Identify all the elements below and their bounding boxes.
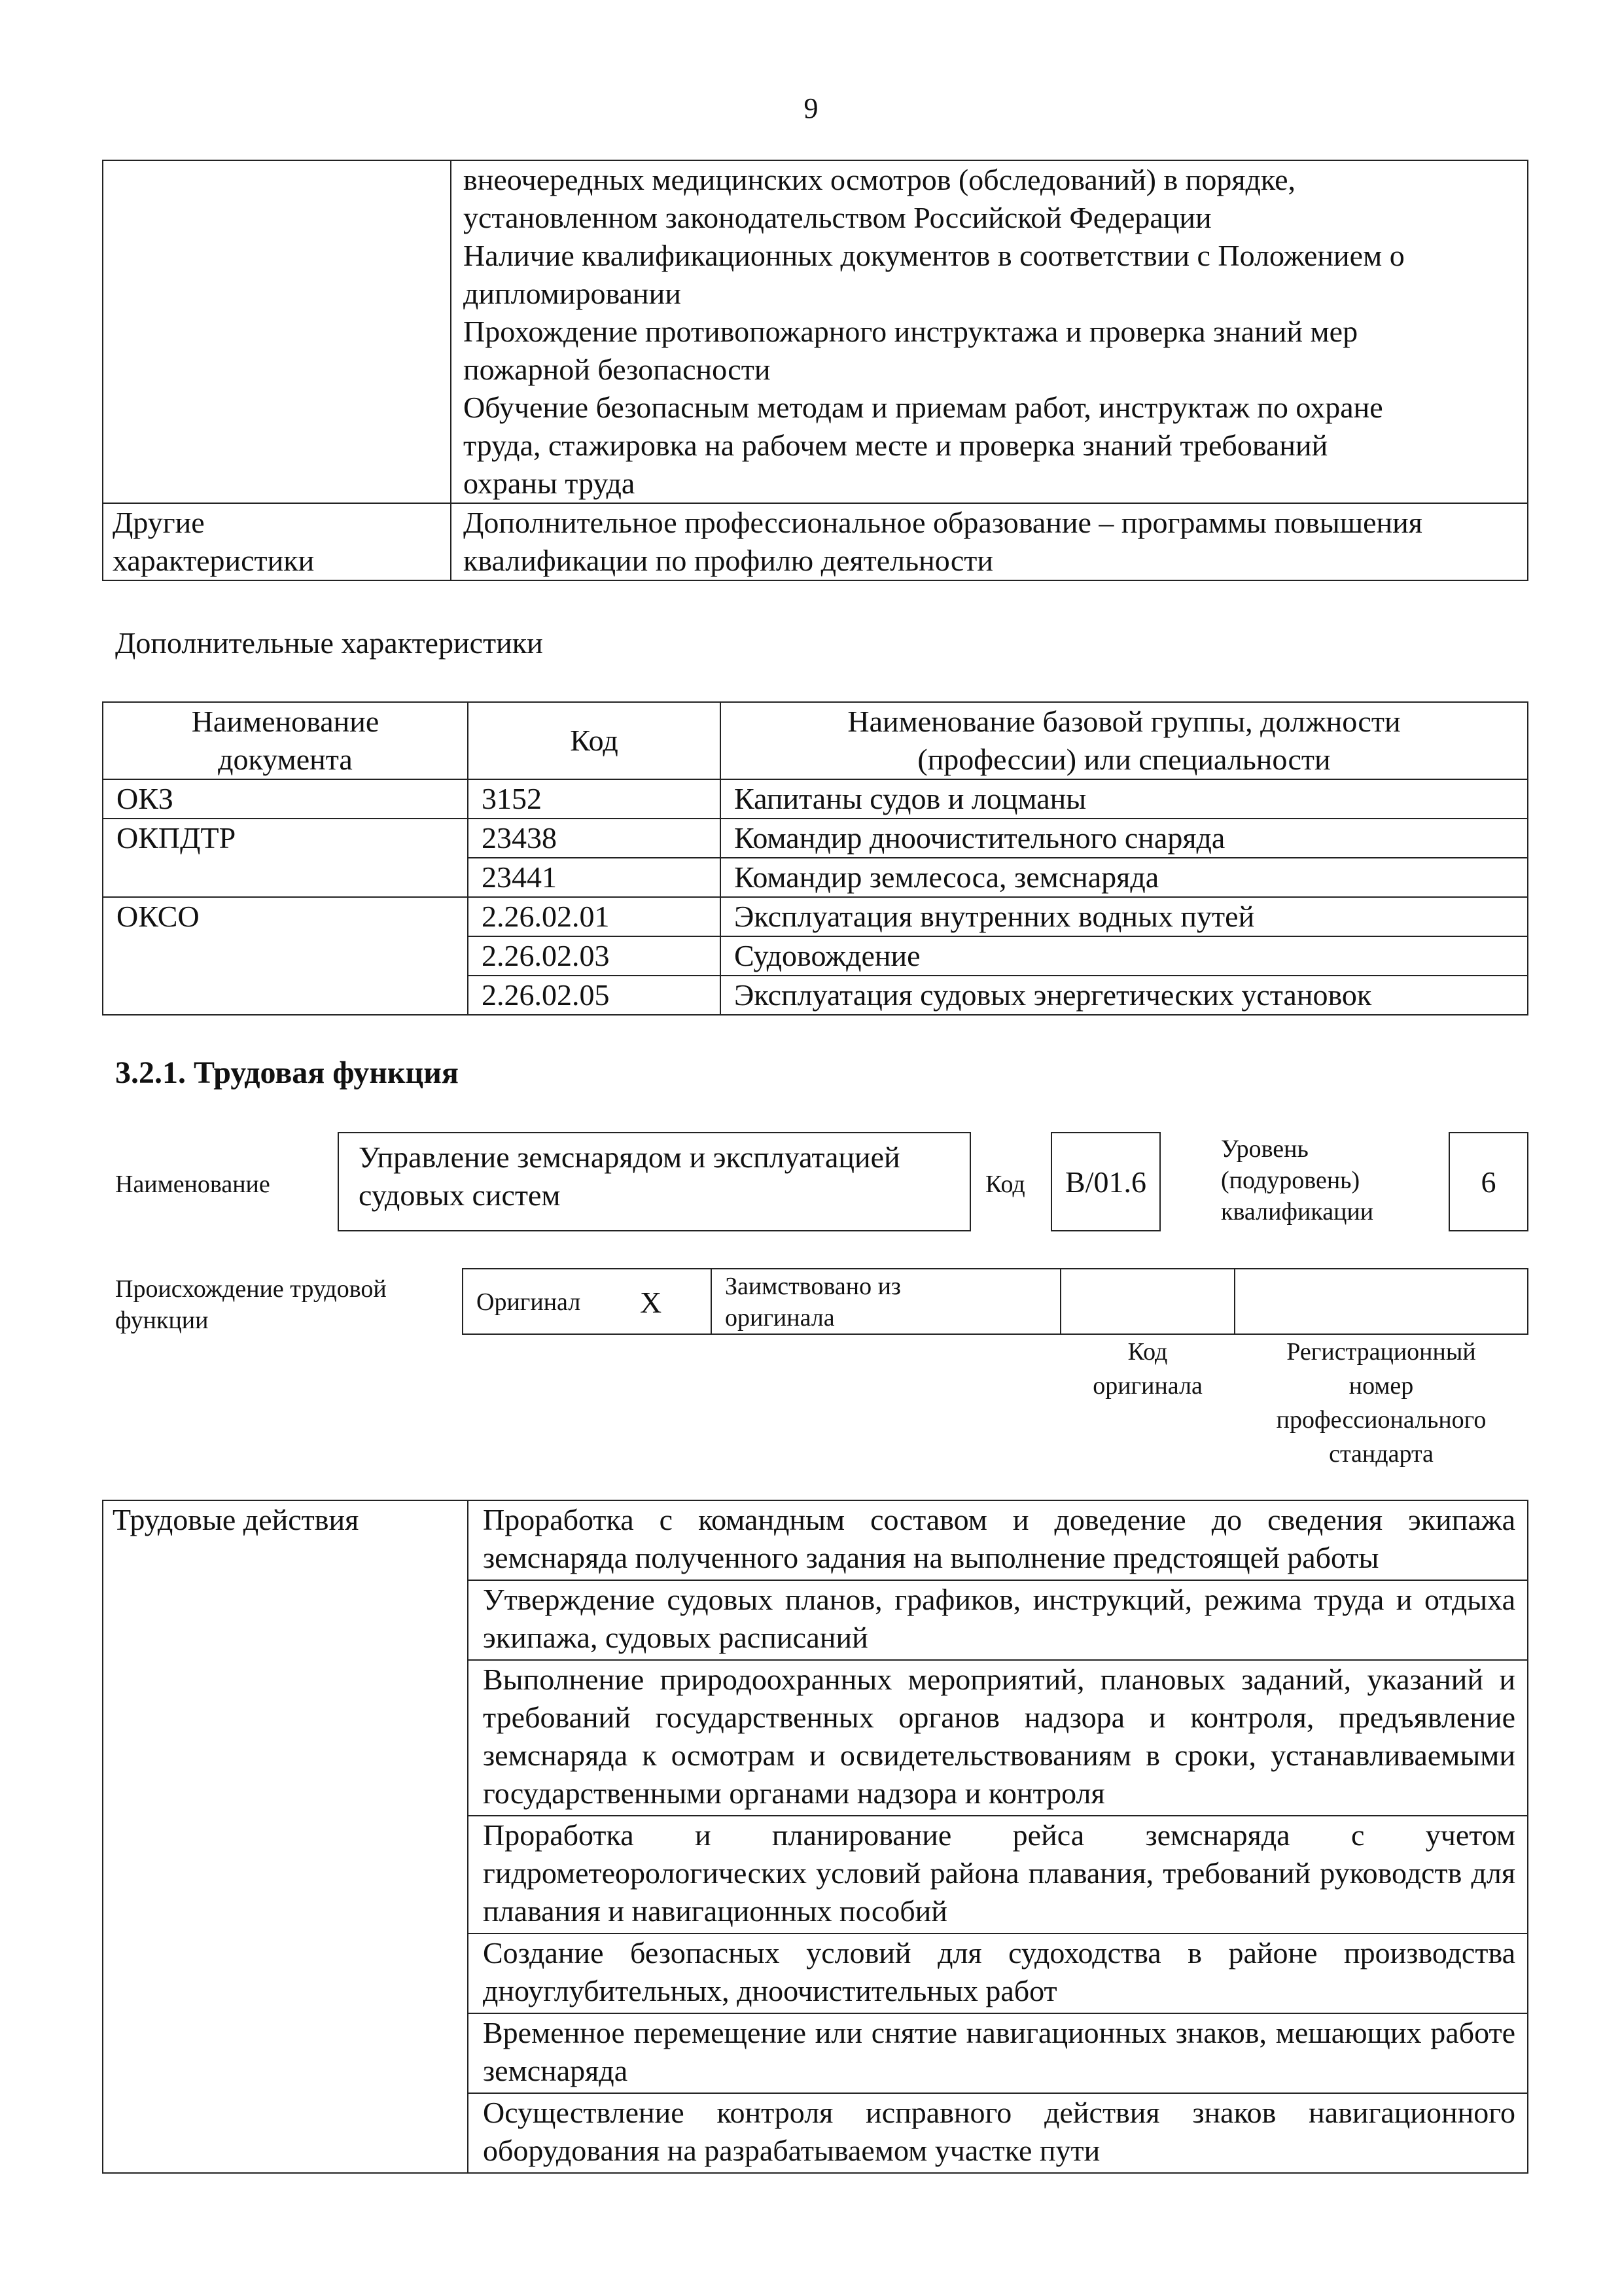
requirements-table bbox=[102, 160, 1528, 581]
text-line: Происхождение трудовой bbox=[115, 1275, 387, 1303]
action-item: Проработка и планирование рейса земснаряда с учетом гидрометеорологических условий района плавания, требований руководств для плавания и навигационных пособий bbox=[468, 1816, 1528, 1934]
doc-cell: ОКСО bbox=[103, 897, 468, 1015]
text-line: охраны труда bbox=[463, 467, 635, 500]
original-mark: X bbox=[640, 1286, 662, 1319]
code-cell: 2.26.02.05 bbox=[468, 976, 720, 1015]
text-line: Прохождение противопожарного инструктажа и проверка знаний мер bbox=[463, 315, 1358, 348]
text-line: номер bbox=[1349, 1372, 1414, 1400]
labor-actions-table bbox=[102, 1500, 1528, 2174]
text-line: Управление земснарядом и эксплуатацией bbox=[359, 1140, 900, 1174]
page-number: 9 bbox=[803, 92, 819, 124]
level-value-box: 6 bbox=[1449, 1132, 1528, 1231]
table-cell bbox=[103, 160, 451, 503]
borrowed-box bbox=[711, 1268, 1061, 1335]
text-line: Уровень bbox=[1221, 1135, 1309, 1163]
function-heading: 3.2.1. Трудовая функция bbox=[115, 1055, 459, 1090]
text-line: Другие bbox=[113, 506, 205, 539]
name-cell: Командир землесоса, земснаряда bbox=[720, 858, 1528, 897]
text-line: внеочередных медицинских осмотров (обследований) в порядке, bbox=[463, 163, 1296, 196]
code-cell: 23438 bbox=[468, 819, 720, 858]
additional-characteristics-table bbox=[102, 701, 1528, 1016]
text-line: (подуровень) bbox=[1221, 1167, 1360, 1194]
text-line: Наименование bbox=[191, 705, 379, 738]
action-item: Проработка с командным составом и доведение до сведения экипажа земснаряда полученного задания на выполнение предстоящей работы bbox=[468, 1500, 1528, 1580]
code-label: Код bbox=[985, 1171, 1025, 1198]
text-line: установленном законодательством Российской Федерации bbox=[463, 201, 1212, 234]
action-item: Осуществление контроля исправного действия знаков навигационного оборудования на разрабатываемом участке пути bbox=[468, 2093, 1528, 2173]
header-name bbox=[720, 702, 1528, 779]
original-code-box bbox=[1060, 1268, 1235, 1335]
code-value-box: B/01.6 bbox=[1051, 1132, 1161, 1231]
name-cell: Капитаны судов и лоцманы bbox=[720, 779, 1528, 819]
text-line: оригинала bbox=[1093, 1372, 1203, 1400]
table-row bbox=[103, 160, 1528, 503]
other-characteristics-value bbox=[451, 503, 1528, 580]
table-row bbox=[103, 819, 1528, 858]
text-line: стандарта bbox=[1329, 1440, 1434, 1468]
name-cell: Эксплуатация внутренних водных путей bbox=[720, 897, 1528, 936]
text-line: Дополнительное профессиональное образование – программы повышения bbox=[463, 506, 1422, 539]
original-label: Оригинал bbox=[476, 1288, 581, 1316]
level-label bbox=[1221, 1133, 1373, 1227]
text-line: судовых систем bbox=[359, 1178, 561, 1212]
function-name-box bbox=[338, 1132, 971, 1231]
text-line: квалификации по профилю деятельности bbox=[463, 544, 994, 577]
other-characteristics-label bbox=[103, 503, 451, 580]
table-row bbox=[103, 1500, 1528, 1580]
code-cell: 2.26.02.03 bbox=[468, 936, 720, 976]
text-line: Обучение безопасным методам и приемам работ, инструктаж по охране bbox=[463, 391, 1383, 424]
text-line: пожарной безопасности bbox=[463, 353, 771, 386]
doc-cell: ОКПДТР bbox=[103, 819, 468, 897]
header-document bbox=[103, 702, 468, 779]
table-row bbox=[103, 503, 1528, 580]
origin-label bbox=[115, 1273, 387, 1336]
registration-number-box bbox=[1234, 1268, 1528, 1335]
text-line: Регистрационный bbox=[1286, 1338, 1476, 1366]
action-item: Утверждение судовых планов, графиков, инструкций, режима труда и отдыха экипажа, судовых расписаний bbox=[468, 1580, 1528, 1660]
action-item: Создание безопасных условий для судоходства в районе производства дноуглубительных, дноочистительных работ bbox=[468, 1934, 1528, 2013]
text-line: документа bbox=[218, 743, 353, 776]
original-box bbox=[462, 1268, 712, 1335]
code-cell: 2.26.02.01 bbox=[468, 897, 720, 936]
table-row bbox=[103, 779, 1528, 819]
original-code-caption bbox=[1060, 1335, 1235, 1403]
doc-cell: ОКЗ bbox=[103, 779, 468, 819]
text-line: характеристики bbox=[113, 544, 315, 577]
table-cell bbox=[451, 160, 1528, 503]
text-line: функции bbox=[115, 1307, 209, 1334]
text-line: оригинала bbox=[725, 1304, 835, 1332]
name-cell: Командир дноочистительного снаряда bbox=[720, 819, 1528, 858]
table-header-row bbox=[103, 702, 1528, 779]
action-item: Выполнение природоохранных мероприятий, плановых заданий, указаний и требований государственных органов надзора и контроля, предъявление земснаряда к осмотрам и освидетельствованиям в сроки, устанавливаемыми государственными органами надзора и контроля bbox=[468, 1660, 1528, 1816]
registration-number-caption bbox=[1234, 1335, 1528, 1471]
text-line: Код bbox=[1127, 1338, 1168, 1366]
text-line: дипломировании bbox=[463, 277, 681, 310]
name-cell: Эксплуатация судовых энергетических установок bbox=[720, 976, 1528, 1015]
additional-characteristics-title: Дополнительные характеристики bbox=[115, 626, 543, 660]
name-cell: Судовождение bbox=[720, 936, 1528, 976]
code-cell: 23441 bbox=[468, 858, 720, 897]
text-line: Заимствовано из bbox=[725, 1273, 901, 1300]
labor-actions-label: Трудовые действия bbox=[103, 1500, 468, 2173]
text-line: труда, стажировка на рабочем месте и проверка знаний требований bbox=[463, 429, 1328, 462]
text-line: Наименование базовой группы, должности bbox=[847, 705, 1401, 738]
header-code: Код bbox=[468, 702, 720, 779]
text-line: Наличие квалификационных документов в соответствии с Положением о bbox=[463, 239, 1405, 272]
action-item: Временное перемещение или снятие навигационных знаков, мешающих работе земснаряда bbox=[468, 2013, 1528, 2093]
code-cell: 3152 bbox=[468, 779, 720, 819]
text-line: профессионального bbox=[1276, 1406, 1487, 1434]
text-line: квалификации bbox=[1221, 1198, 1374, 1226]
table-row bbox=[103, 897, 1528, 936]
name-label: Наименование bbox=[115, 1171, 270, 1198]
text-line: (профессии) или специальности bbox=[917, 743, 1331, 776]
